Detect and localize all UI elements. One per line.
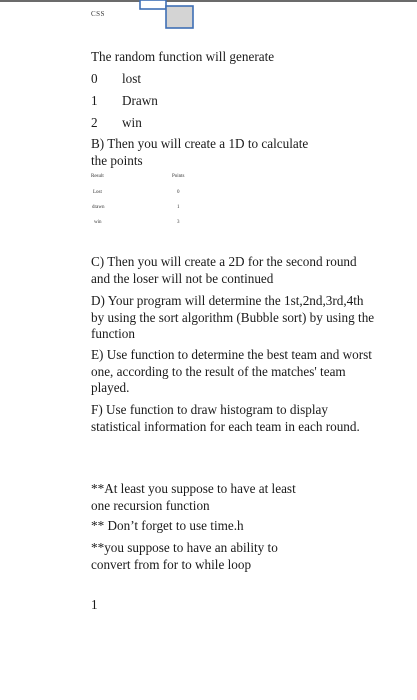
diagram-box-right	[166, 6, 193, 28]
note-time-h: ** Don’t forget to use time.h	[91, 518, 244, 533]
css-label: CSS	[91, 10, 105, 18]
section-c-line: C) Then you will create a 2D for the second round	[91, 254, 357, 269]
section-c	[91, 254, 357, 287]
section-e	[91, 347, 372, 397]
table-header-result: Result	[91, 174, 104, 179]
section-b-line: the points	[91, 152, 143, 168]
table-cell-points: 3	[177, 220, 180, 225]
section-b-line: B) Then you will create a 1D to calculate	[91, 136, 309, 151]
section-f-line: F) Use function to draw histogram to display	[91, 402, 328, 417]
page-number: 1	[91, 597, 98, 612]
section-e-line: E) Use function to determine the best team and worst	[91, 347, 372, 362]
table-cell-result: win	[94, 220, 102, 225]
outcome-code: 0	[91, 71, 98, 86]
note-recursion	[91, 481, 296, 514]
note-line: convert from for to while loop	[91, 556, 252, 572]
outcome-label: win	[122, 115, 142, 130]
table-cell-result: drawn	[92, 205, 105, 210]
table-cell-result: Lost	[93, 190, 102, 195]
note-line: one recursion function	[91, 497, 210, 513]
section-f-line: statistical information for each team in each round.	[91, 418, 360, 434]
table-cell-points: 0	[177, 190, 180, 195]
table-header-points: Points	[172, 174, 185, 179]
outcome-code: 2	[91, 115, 98, 130]
table-cell-points: 1	[177, 205, 180, 210]
outcome-code: 1	[91, 93, 98, 108]
section-f	[91, 402, 360, 435]
note-line: **you suppose to have an ability to	[91, 540, 278, 555]
outcome-label: Drawn	[122, 93, 158, 108]
intro-text: The random function will generate	[91, 49, 275, 64]
section-d	[91, 293, 374, 343]
section-d-line: D) Your program will determine the 1st,2nd,3rd,4th	[91, 293, 364, 308]
section-c-line: and the loser will not be continued	[91, 270, 274, 286]
outcome-label: lost	[122, 71, 142, 86]
section-d-line: by using the sort algorithm (Bubble sort) by using the	[91, 309, 375, 325]
cropped-diagram-fragment	[0, 0, 417, 30]
section-b	[91, 136, 308, 169]
section-d-line: function	[91, 326, 135, 341]
section-e-line: one, according to the result of the matches' team	[91, 363, 346, 379]
section-e-line: played.	[91, 380, 130, 395]
note-loop	[91, 540, 278, 573]
note-line: **At least you suppose to have at least	[91, 481, 296, 496]
diagram-box-left	[140, 0, 166, 9]
